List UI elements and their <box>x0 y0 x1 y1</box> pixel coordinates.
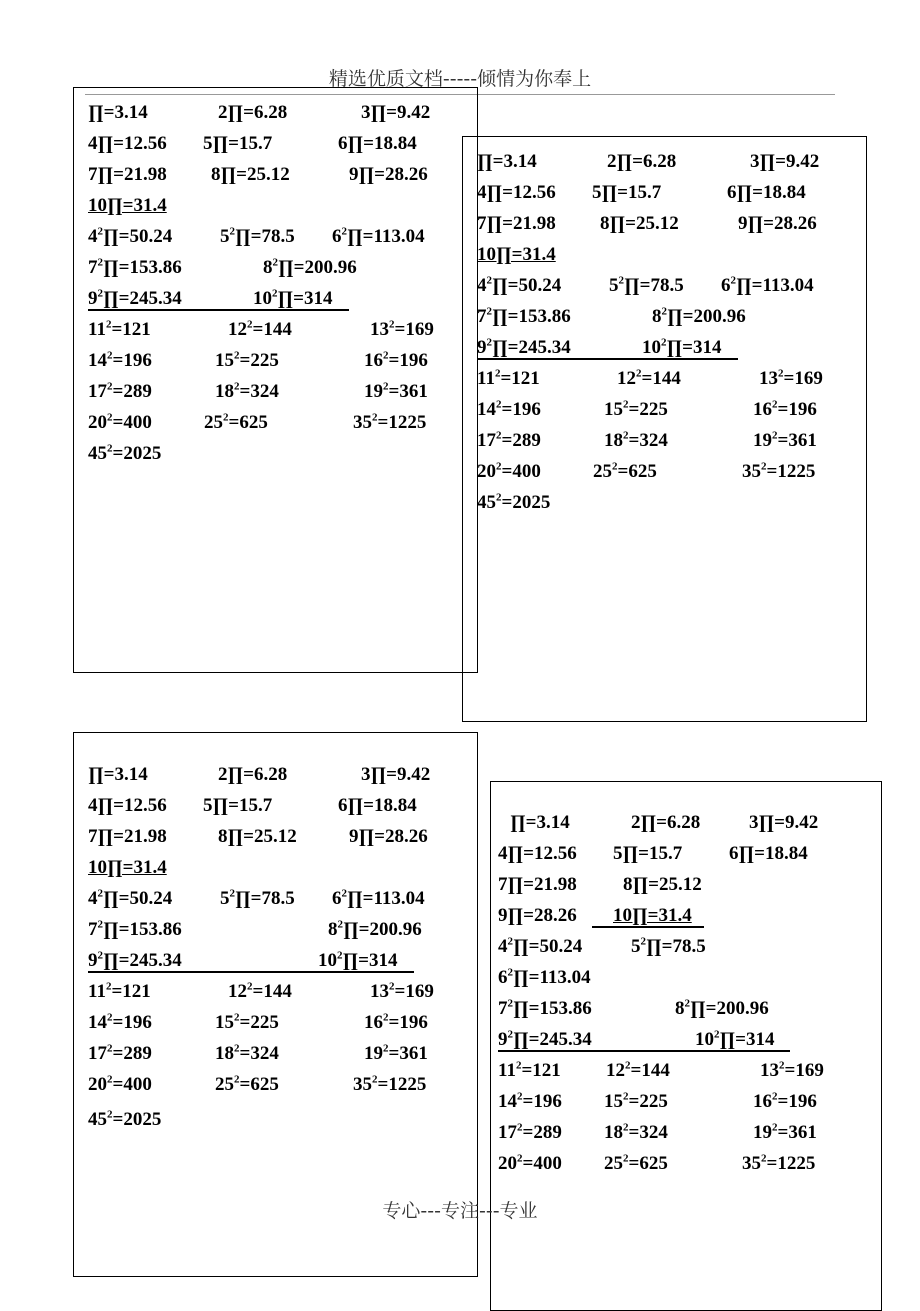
value: ∏=113.04 <box>347 226 425 247</box>
value: ∏=200.96 <box>667 306 746 327</box>
exponent: 2 <box>372 411 378 424</box>
value: =361 <box>777 430 817 451</box>
value: 6∏=18.84 <box>729 843 808 864</box>
base: 9 <box>477 337 487 358</box>
value: 6∏=18.84 <box>338 133 417 154</box>
exponent: 2 <box>496 429 502 442</box>
base: 20 <box>498 1153 517 1174</box>
exponent: 2 <box>486 336 492 349</box>
base: 9 <box>88 950 98 971</box>
base: 19 <box>753 1122 772 1143</box>
value: ∏=50.24 <box>513 936 583 957</box>
exponent: 2 <box>383 380 389 393</box>
value: =196 <box>777 1091 817 1112</box>
value: =2025 <box>112 1109 162 1130</box>
exponent: 2 <box>507 1028 513 1041</box>
base: 12 <box>228 319 247 340</box>
value: =144 <box>252 319 292 340</box>
value: 10∏=31.4 <box>88 857 167 878</box>
value: 9∏=28.26 <box>349 164 428 185</box>
value: ∏=3.14 <box>88 764 148 785</box>
value: =225 <box>628 1091 668 1112</box>
exponent: 2 <box>486 274 492 287</box>
value: 7∏=21.98 <box>88 164 167 185</box>
underline <box>477 358 738 360</box>
exponent: 2 <box>234 1042 240 1055</box>
exponent: 2 <box>661 336 667 349</box>
exponent: 2 <box>640 935 646 948</box>
value: =121 <box>111 319 151 340</box>
base: 6 <box>332 226 342 247</box>
exponent: 2 <box>107 1108 113 1121</box>
value: ∏=200.96 <box>278 257 357 278</box>
exponent: 2 <box>383 1011 389 1024</box>
base: 10 <box>642 337 661 358</box>
value: =196 <box>388 1012 428 1033</box>
value: ∏=50.24 <box>492 275 562 296</box>
value: ∏=314 <box>719 1029 775 1050</box>
value: =144 <box>630 1060 670 1081</box>
value: ∏=200.96 <box>690 998 769 1019</box>
value: =1225 <box>766 1153 816 1174</box>
value: =144 <box>252 981 292 1002</box>
exponent: 2 <box>105 318 112 331</box>
base: 20 <box>477 461 496 482</box>
exponent: 2 <box>661 305 667 318</box>
base: 25 <box>593 461 612 482</box>
base: 7 <box>477 306 487 327</box>
value: =121 <box>521 1060 561 1081</box>
value: =625 <box>617 461 657 482</box>
base: 45 <box>477 492 496 513</box>
base: 45 <box>88 1109 107 1130</box>
exponent: 2 <box>341 887 347 900</box>
value: 9∏=28.26 <box>349 826 428 847</box>
value: 10∏=31.4 <box>88 195 167 216</box>
value: =361 <box>388 381 428 402</box>
value: 7∏=21.98 <box>498 874 577 895</box>
exponent: 2 <box>772 429 778 442</box>
base: 18 <box>604 1122 623 1143</box>
base: 12 <box>228 981 247 1002</box>
base: 7 <box>88 257 98 278</box>
page-footer: 专心---专注---专业 <box>382 1200 538 1222</box>
base: 13 <box>759 368 778 389</box>
value: 2∏=6.28 <box>218 764 288 785</box>
exponent: 2 <box>623 1152 629 1165</box>
base: 35 <box>353 412 372 433</box>
base: 16 <box>753 1091 772 1112</box>
value: =1225 <box>377 1074 427 1095</box>
exponent: 2 <box>107 1011 113 1024</box>
value: =324 <box>239 1043 279 1064</box>
value: ∏=78.5 <box>235 226 295 247</box>
value: ∏=78.5 <box>646 936 706 957</box>
value: ∏=200.96 <box>343 919 422 940</box>
value: =625 <box>239 1074 279 1095</box>
value: ∏=78.5 <box>235 888 295 909</box>
value: =400 <box>112 1074 152 1095</box>
value: =169 <box>394 319 434 340</box>
exponent: 2 <box>272 287 278 300</box>
exponent: 2 <box>107 442 113 455</box>
value: 10∏=31.4 <box>477 244 556 265</box>
exponent: 2 <box>97 287 103 300</box>
base: 6 <box>498 967 508 988</box>
exponent: 2 <box>372 1073 378 1086</box>
base: 45 <box>88 443 107 464</box>
base: 18 <box>215 381 234 402</box>
exponent: 2 <box>779 1059 785 1072</box>
value: =400 <box>501 461 541 482</box>
exponent: 2 <box>623 429 629 442</box>
base: 14 <box>88 350 107 371</box>
base: 11 <box>498 1060 516 1081</box>
value: 8∏=25.12 <box>218 826 297 847</box>
value: ∏=153.86 <box>513 998 592 1019</box>
base: 15 <box>215 350 234 371</box>
base: 9 <box>498 1029 508 1050</box>
exponent: 2 <box>517 1152 523 1165</box>
exponent: 2 <box>341 225 347 238</box>
value: 2∏=6.28 <box>631 812 701 833</box>
base: 7 <box>88 919 98 940</box>
value: =324 <box>628 430 668 451</box>
exponent: 2 <box>105 980 112 993</box>
base: 4 <box>88 888 98 909</box>
value: =225 <box>239 1012 279 1033</box>
base: 10 <box>318 950 337 971</box>
exponent: 2 <box>623 1121 629 1134</box>
exponent: 2 <box>625 1059 631 1072</box>
value: 2∏=6.28 <box>607 151 677 172</box>
exponent: 2 <box>107 411 113 424</box>
exponent: 2 <box>507 966 513 979</box>
value: =361 <box>777 1122 817 1143</box>
value: ∏=3.14 <box>477 151 537 172</box>
exponent: 2 <box>107 1042 113 1055</box>
exponent: 2 <box>761 1152 767 1165</box>
exponent: 2 <box>97 225 103 238</box>
base: 7 <box>498 998 508 1019</box>
value: =144 <box>641 368 681 389</box>
exponent: 2 <box>517 1090 523 1103</box>
base: 14 <box>88 1012 107 1033</box>
exponent: 2 <box>337 949 343 962</box>
value: ∏=245.34 <box>103 950 182 971</box>
value: =121 <box>500 368 540 389</box>
exponent: 2 <box>247 980 253 993</box>
value: =225 <box>239 350 279 371</box>
exponent: 2 <box>486 305 492 318</box>
exponent: 2 <box>496 491 502 504</box>
exponent: 2 <box>623 1090 629 1103</box>
base: 11 <box>88 981 106 1002</box>
exponent: 2 <box>515 1059 522 1072</box>
underline <box>88 971 414 973</box>
base: 16 <box>364 1012 383 1033</box>
value: ∏=245.34 <box>492 337 571 358</box>
underline <box>592 926 704 928</box>
base: 10 <box>253 288 272 309</box>
exponent: 2 <box>714 1028 720 1041</box>
exponent: 2 <box>234 380 240 393</box>
underline <box>498 1050 790 1052</box>
value: 4∏=12.56 <box>88 133 167 154</box>
exponent: 2 <box>507 935 513 948</box>
value: =1225 <box>766 461 816 482</box>
exponent: 2 <box>97 256 103 269</box>
value: ∏=314 <box>342 950 398 971</box>
exponent: 2 <box>234 349 240 362</box>
base: 18 <box>604 430 623 451</box>
exponent: 2 <box>229 887 235 900</box>
value: =2025 <box>501 492 551 513</box>
exponent: 2 <box>496 460 502 473</box>
base: 8 <box>328 919 338 940</box>
exponent: 2 <box>247 318 253 331</box>
value: ∏=3.14 <box>510 812 570 833</box>
value: =289 <box>112 1043 152 1064</box>
value: 4∏=12.56 <box>498 843 577 864</box>
value: 10∏=31.4 <box>613 905 692 926</box>
exponent: 2 <box>761 460 767 473</box>
value: ∏=245.34 <box>513 1029 592 1050</box>
value: 4∏=12.56 <box>477 182 556 203</box>
page-header: 精选优质文档-----倾情为你奉上 <box>328 68 592 90</box>
base: 19 <box>364 381 383 402</box>
base: 8 <box>652 306 662 327</box>
exponent: 2 <box>496 398 502 411</box>
base: 14 <box>477 399 496 420</box>
exponent: 2 <box>517 1121 523 1134</box>
value: 7∏=21.98 <box>477 213 556 234</box>
value: 6∏=18.84 <box>727 182 806 203</box>
value: =625 <box>628 1153 668 1174</box>
value: ∏=78.5 <box>624 275 684 296</box>
value: =225 <box>628 399 668 420</box>
exponent: 2 <box>223 411 229 424</box>
value: =196 <box>388 350 428 371</box>
value: =196 <box>501 399 541 420</box>
exponent: 2 <box>494 367 501 380</box>
base: 13 <box>370 981 389 1002</box>
base: 5 <box>220 888 230 909</box>
exponent: 2 <box>389 318 395 331</box>
base: 5 <box>631 936 641 957</box>
value: =169 <box>783 368 823 389</box>
value: =324 <box>628 1122 668 1143</box>
base: 35 <box>742 461 761 482</box>
base: 15 <box>604 1091 623 1112</box>
base: 25 <box>604 1153 623 1174</box>
value: =1225 <box>377 412 427 433</box>
exponent: 2 <box>107 349 113 362</box>
base: 35 <box>353 1074 372 1095</box>
value: =196 <box>777 399 817 420</box>
exponent: 2 <box>772 398 778 411</box>
value: =400 <box>522 1153 562 1174</box>
value: 5∏=15.7 <box>203 133 273 154</box>
exponent: 2 <box>772 1121 778 1134</box>
base: 4 <box>498 936 508 957</box>
value: =625 <box>228 412 268 433</box>
base: 20 <box>88 1074 107 1095</box>
value: 7∏=21.98 <box>88 826 167 847</box>
base: 16 <box>753 399 772 420</box>
exponent: 2 <box>507 997 513 1010</box>
exponent: 2 <box>234 1073 240 1086</box>
value: 3∏=9.42 <box>361 764 431 785</box>
value: ∏=113.04 <box>736 275 814 296</box>
base: 19 <box>753 430 772 451</box>
value: 8∏=25.12 <box>600 213 679 234</box>
exponent: 2 <box>612 460 618 473</box>
exponent: 2 <box>97 918 103 931</box>
base: 13 <box>370 319 389 340</box>
value: 5∏=15.7 <box>203 795 273 816</box>
value: 8∏=25.12 <box>623 874 702 895</box>
value: =289 <box>522 1122 562 1143</box>
base: 19 <box>364 1043 383 1064</box>
value: 9∏=28.26 <box>498 905 577 926</box>
base: 15 <box>604 399 623 420</box>
base: 17 <box>88 381 107 402</box>
base: 9 <box>88 288 98 309</box>
value: =169 <box>394 981 434 1002</box>
value: 3∏=9.42 <box>361 102 431 123</box>
exponent: 2 <box>97 949 103 962</box>
value: ∏=153.86 <box>492 306 571 327</box>
base: 12 <box>606 1060 625 1081</box>
value: =400 <box>112 412 152 433</box>
value: ∏=153.86 <box>103 257 182 278</box>
base: 16 <box>364 350 383 371</box>
base: 8 <box>263 257 273 278</box>
value: =121 <box>111 981 151 1002</box>
value: 6∏=18.84 <box>338 795 417 816</box>
exponent: 2 <box>618 274 624 287</box>
base: 8 <box>675 998 685 1019</box>
exponent: 2 <box>636 367 642 380</box>
base: 25 <box>204 412 223 433</box>
value: =169 <box>784 1060 824 1081</box>
value: =196 <box>522 1091 562 1112</box>
value: 9∏=28.26 <box>738 213 817 234</box>
value: ∏=50.24 <box>103 226 173 247</box>
value: ∏=50.24 <box>103 888 173 909</box>
value: =289 <box>112 381 152 402</box>
base: 6 <box>721 275 731 296</box>
value: =324 <box>239 381 279 402</box>
exponent: 2 <box>730 274 736 287</box>
exponent: 2 <box>272 256 278 269</box>
base: 4 <box>88 226 98 247</box>
value: =2025 <box>112 443 162 464</box>
exponent: 2 <box>623 398 629 411</box>
value: ∏=153.86 <box>103 919 182 940</box>
base: 17 <box>477 430 496 451</box>
value: ∏=113.04 <box>513 967 591 988</box>
base: 4 <box>477 275 487 296</box>
base: 17 <box>498 1122 517 1143</box>
exponent: 2 <box>234 1011 240 1024</box>
exponent: 2 <box>778 367 784 380</box>
base: 10 <box>695 1029 714 1050</box>
base: 5 <box>609 275 619 296</box>
value: 8∏=25.12 <box>211 164 290 185</box>
value: =196 <box>112 350 152 371</box>
value: ∏=245.34 <box>103 288 182 309</box>
value: ∏=314 <box>666 337 722 358</box>
base: 14 <box>498 1091 517 1112</box>
exponent: 2 <box>684 997 690 1010</box>
value: 5∏=15.7 <box>592 182 662 203</box>
value: 2∏=6.28 <box>218 102 288 123</box>
base: 35 <box>742 1153 761 1174</box>
base: 11 <box>88 319 106 340</box>
underline <box>88 309 349 311</box>
value: ∏=113.04 <box>347 888 425 909</box>
value: 4∏=12.56 <box>88 795 167 816</box>
exponent: 2 <box>107 1073 113 1086</box>
exponent: 2 <box>383 349 389 362</box>
exponent: 2 <box>97 887 103 900</box>
base: 13 <box>760 1060 779 1081</box>
value: ∏=314 <box>277 288 333 309</box>
base: 25 <box>215 1074 234 1095</box>
base: 5 <box>220 226 230 247</box>
value: 5∏=15.7 <box>613 843 683 864</box>
value: =289 <box>501 430 541 451</box>
exponent: 2 <box>337 918 343 931</box>
base: 18 <box>215 1043 234 1064</box>
exponent: 2 <box>389 980 395 993</box>
base: 11 <box>477 368 495 389</box>
exponent: 2 <box>229 225 235 238</box>
base: 17 <box>88 1043 107 1064</box>
base: 20 <box>88 412 107 433</box>
exponent: 2 <box>383 1042 389 1055</box>
value: =361 <box>388 1043 428 1064</box>
exponent: 2 <box>772 1090 778 1103</box>
value: =196 <box>112 1012 152 1033</box>
value: 3∏=9.42 <box>750 151 820 172</box>
value: 3∏=9.42 <box>749 812 819 833</box>
base: 6 <box>332 888 342 909</box>
exponent: 2 <box>107 380 113 393</box>
base: 12 <box>617 368 636 389</box>
base: 15 <box>215 1012 234 1033</box>
value: ∏=3.14 <box>88 102 148 123</box>
